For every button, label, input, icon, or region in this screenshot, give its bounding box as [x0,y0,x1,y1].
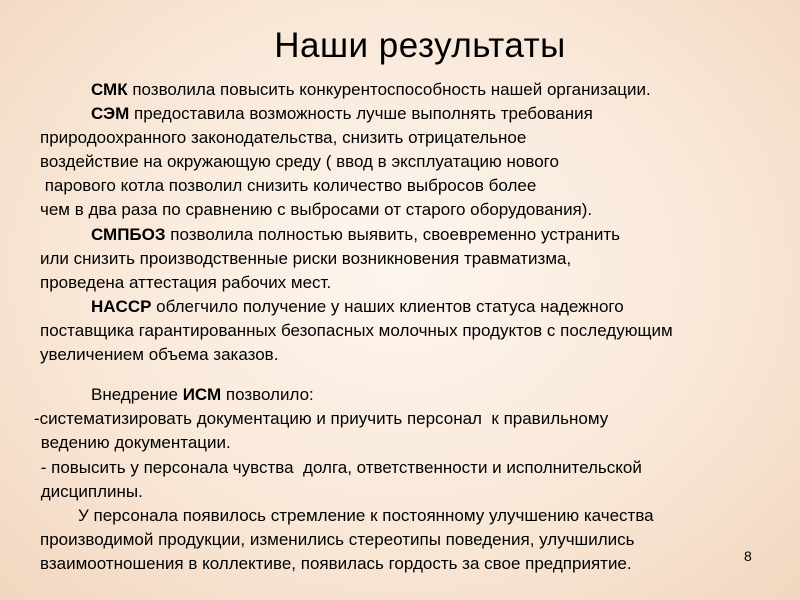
slide-title: Наши результаты [274,26,566,65]
smpboz-line-2: или снизить производственные риски возникновения травматизма, [40,249,572,268]
ism-item-1: -систематизировать документацию и приучить персонал к правильному [34,409,609,428]
paragraph-haccp-first-line [91,297,624,317]
ism-suffix: позволило: [221,385,314,404]
ism-item-2-cont: дисциплины. [36,482,143,501]
sem-abbr: СЭМ [91,104,130,123]
smpboz-line-3: проведена аттестация рабочих мест. [40,273,332,292]
staff-line-2: производимой продукции, изменились стереотипы поведения, улучшились [40,530,635,549]
haccp-line-2: поставщика гарантированных безопасных молочных продуктов с последующим [40,321,673,340]
paragraph-smpboz-first-line [91,225,620,245]
smk-abbr: СМК [91,80,128,99]
ism-prefix: Внедрение [91,385,183,404]
staff-line-1: У персонала появилось стремление к постоянному улучшению качества [78,506,654,525]
haccp-abbr: HACCP [91,297,152,316]
sem-line-4: парового котла позволил снизить количество выбросов более [40,176,537,195]
smk-text: позволила повысить конкурентоспособность нашей организации. [127,80,651,99]
ism-abbr: ИСМ [182,385,222,404]
haccp-text: облегчило получение у наших клиентов статуса надежного [151,297,624,316]
slide-number: 8 [744,548,752,564]
sem-text: предоставила возможность лучше выполнять требования [129,104,593,123]
haccp-line-3: увеличением объема заказов. [40,345,279,364]
ism-item-2: - повысить у персонала чувства долга, ответственности и исполнительской [36,458,642,477]
sem-line-3: воздействие на окружающую среду ( ввод в эксплуатацию нового [40,152,559,171]
paragraph-sem-first-line [91,104,593,124]
sem-line-5: чем в два раза по сравнению с выбросами от старого оборудования). [40,200,593,219]
staff-line-3: взаимоотношения в коллективе, появилась гордость за свое предприятие. [40,554,632,573]
smpboz-abbr: СМПБОЗ [91,225,166,244]
paragraph-smk [91,80,651,100]
ism-item-1-cont: ведению документации. [36,433,231,452]
paragraph-ism-intro [91,385,314,405]
sem-line-2: природоохранного законодательства, снизить отрицательное [40,128,527,147]
smpboz-text: позволила полностью выявить, своевременно устранить [165,225,621,244]
